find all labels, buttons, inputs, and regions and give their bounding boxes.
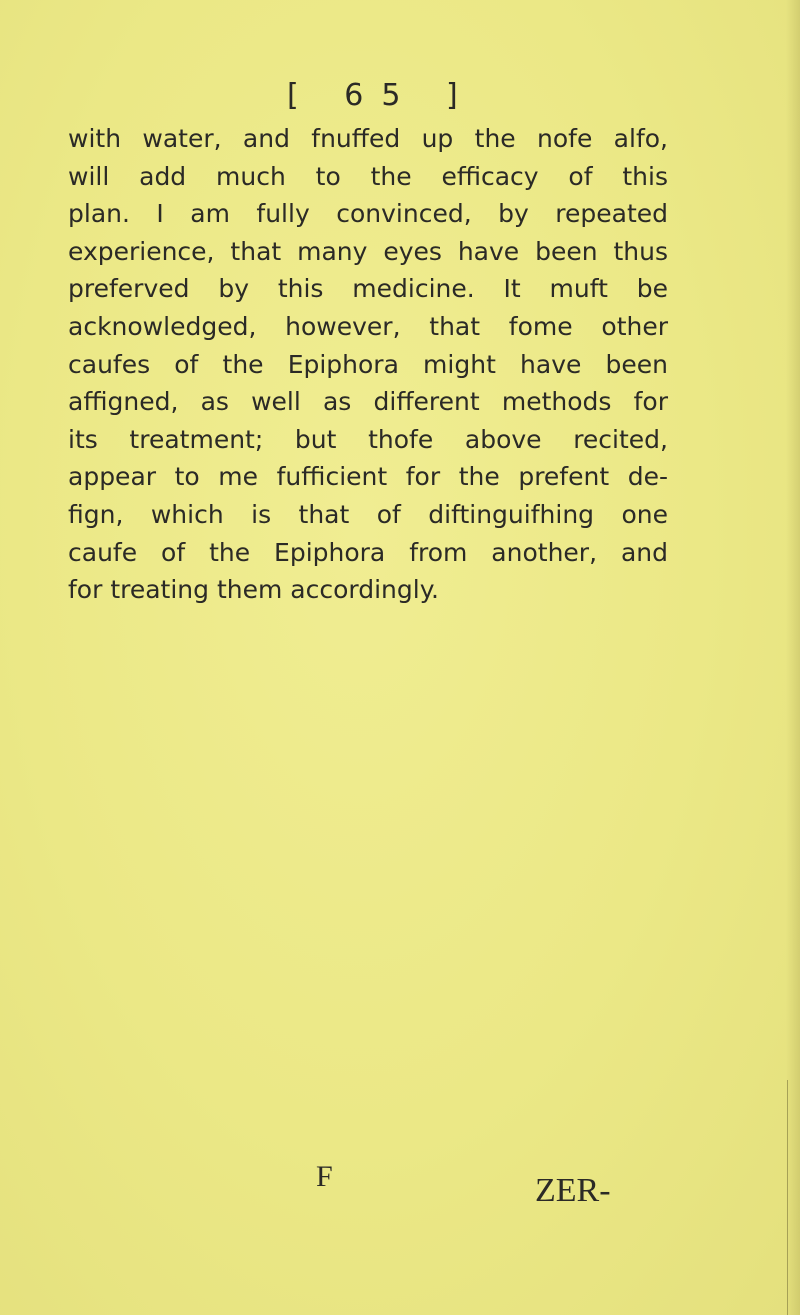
signature-mark: F: [316, 1160, 333, 1193]
page-number: [ 65 ]: [287, 78, 476, 113]
text-line: preferved by this medicine. It muft be: [68, 274, 668, 304]
text-line: plan. I am fully convinced, by repeated: [68, 199, 668, 229]
catchword: ZER-: [535, 1172, 611, 1209]
text-line: with water, and fnuffed up the nofe alfo,: [68, 124, 668, 153]
text-line: fign, which is that of diftinguifhing one: [68, 499, 668, 529]
text-line: appear to me fufficient for the prefent de-: [68, 462, 668, 492]
body-text: [68, 120, 668, 609]
text-line: for treating them accordingly.: [68, 575, 439, 605]
text-line: will add much to the efficacy of this: [68, 161, 668, 191]
text-line: experience, that many eyes have been thus: [68, 236, 668, 266]
text-line: acknowledged, however, that fome other: [68, 311, 668, 341]
page-edge-line: [787, 1080, 788, 1315]
page-edge-shadow: [786, 0, 800, 1315]
text-line: caufes of the Epiphora might have been: [68, 349, 668, 379]
text-line: affigned, as well as different methods for: [68, 387, 668, 417]
text-line: caufe of the Epiphora from another, and: [68, 537, 668, 567]
text-line: its treatment; but thofe above recited,: [68, 424, 668, 454]
